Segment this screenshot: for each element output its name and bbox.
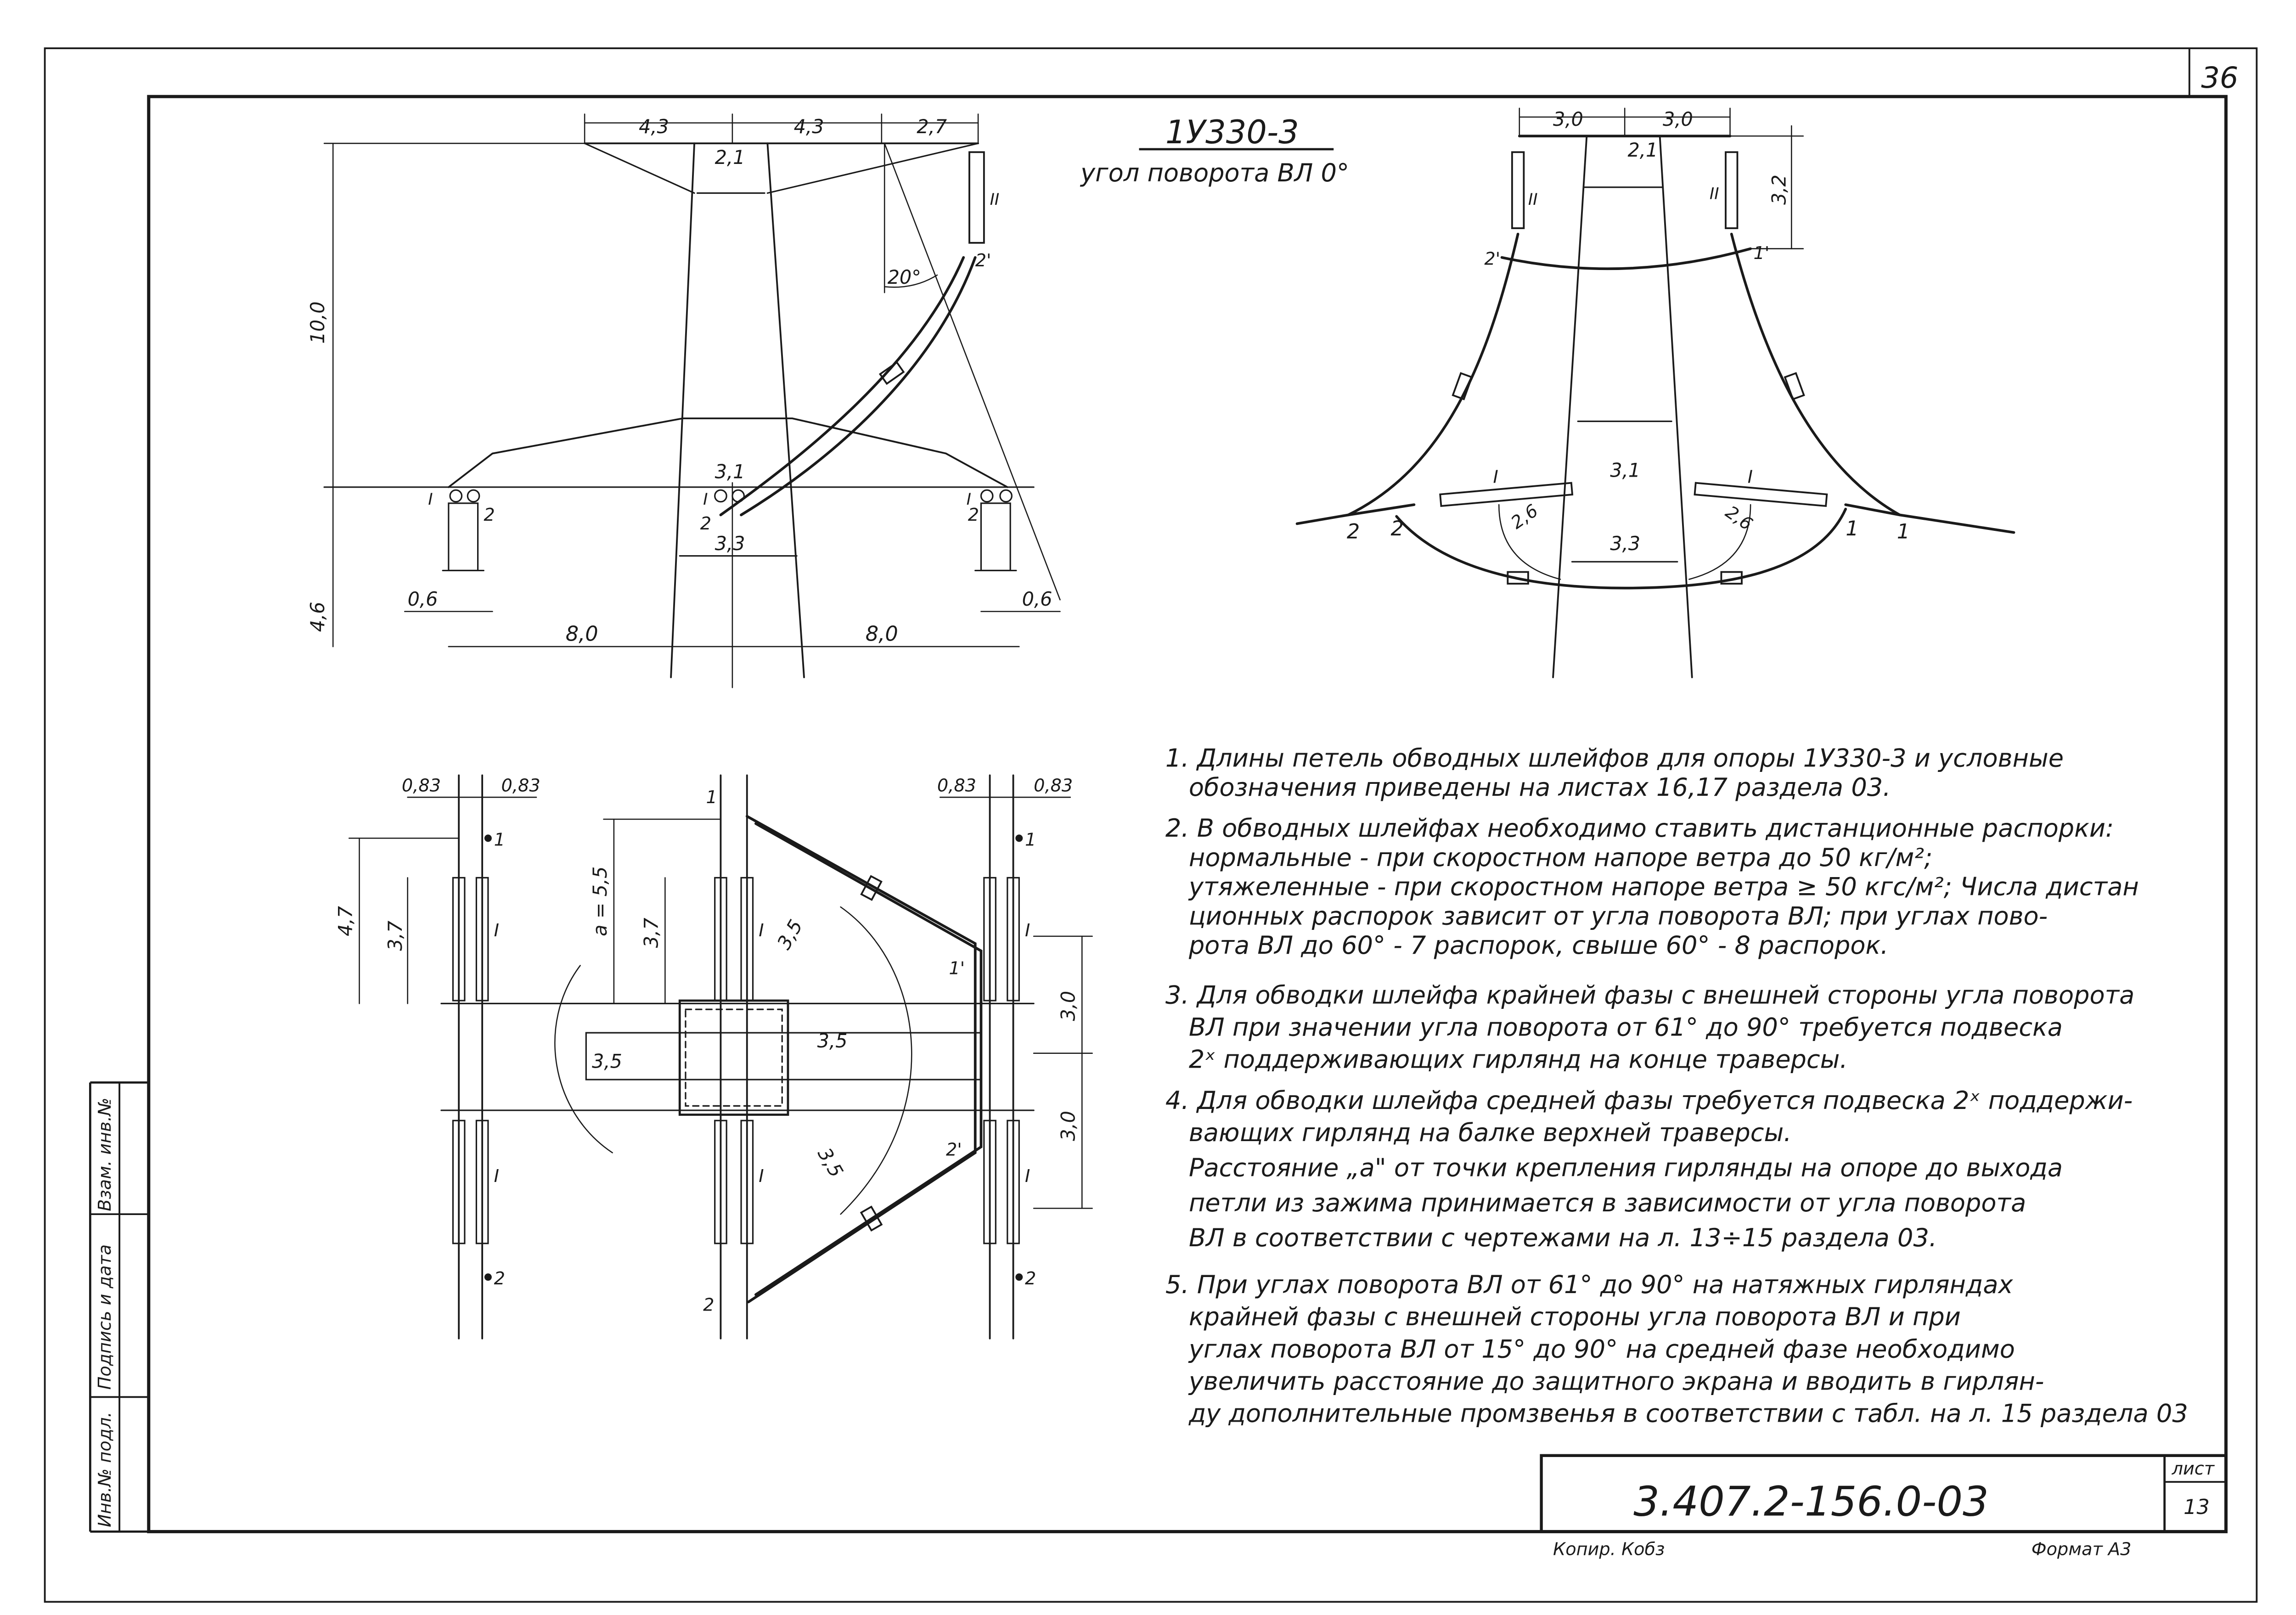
note-line: 1. Длины петель обводных шлейфов для опоры 1У330-3 и условные — [1165, 743, 2064, 773]
sheet-number: 36 — [2201, 61, 2239, 96]
dim-r-w2: 3,0 — [1662, 108, 1693, 130]
dim-r-bottom-width: 3,3 — [1610, 532, 1641, 555]
label-2-mid: 2 — [700, 514, 712, 535]
note-line: рота ВЛ до 60° - 7 распорок, свыше 60° - 8 распорок. — [1188, 931, 1889, 960]
dim-p-r1: 3,5 — [773, 916, 807, 953]
label-r-1-outer: 1 — [1896, 519, 1910, 544]
label-I-left: I — [428, 490, 433, 509]
side-stamp-vzam: Взам. инв.№ — [95, 1097, 115, 1211]
label-p-l1: 1 — [494, 830, 505, 850]
label-p-m2: 2 — [703, 1295, 715, 1316]
label-r-1-inner: 1 — [1846, 516, 1859, 540]
dim-w2: 4,3 — [793, 115, 824, 138]
note-line: крайней фазы с внешней стороны угла поворота ВЛ и при — [1188, 1302, 1961, 1332]
dim-p-gap1-right: 0,83 — [501, 776, 540, 796]
sheet-label: лист — [2172, 1459, 2215, 1480]
dim-angle: 20° — [887, 266, 921, 289]
dim-p-gap2-right: 0,83 — [1034, 776, 1073, 796]
note-line: утяжеленные - при скоростном напоре ветра ≥ 50 кгс/м²; Числа дистан — [1188, 872, 2139, 901]
label-p-r1prime: 1' — [949, 958, 965, 979]
label-p-l2: 2 — [494, 1269, 505, 1289]
note-line: вающих гирлянд на балке верхней траверсы. — [1188, 1118, 1792, 1147]
note-line: 4. Для обводки шлейфа средней фазы требуется подвеска 2ˣ поддержи- — [1165, 1086, 2133, 1115]
note-line: 3. Для обводки шлейфа крайней фазы с внешней стороны угла поворота — [1165, 980, 2135, 1010]
note-line: петли из зажима принимается в зависимости от угла поворота — [1188, 1188, 2026, 1217]
dim-r-top-width: 2,1 — [1627, 139, 1658, 161]
label-r-2-inner: 2 — [1390, 516, 1404, 540]
label-p-r2prime: 2' — [946, 1140, 962, 1160]
note-line: 2ˣ поддерживающих гирлянд на конце траверсы. — [1188, 1045, 1848, 1074]
dim-span-left: 8,0 — [565, 622, 598, 646]
label-r-1prime: 1' — [1753, 243, 1770, 264]
dim-r-radius-right: 2,6 — [1722, 502, 1756, 535]
label-2-right: 2 — [968, 505, 979, 526]
dim-p-h1: 4,7 — [334, 906, 357, 936]
label-I-right: I — [966, 490, 971, 509]
label-r-II-left: II — [1528, 190, 1538, 209]
dim-left-offset: 0,6 — [407, 588, 438, 610]
dim-p-a: a = 5,5 — [589, 866, 611, 936]
note-line: 2. В обводных шлейфах необходимо ставить дистанционные распорки: — [1165, 814, 2114, 843]
side-stamp-podpis: Подпись и дата — [95, 1244, 115, 1390]
dim-r-w1: 3,0 — [1553, 108, 1583, 130]
note-line: Расстояние „а" от точки крепления гирлянды на опоре до выхода — [1188, 1153, 2063, 1182]
note-line: ду дополнительные промзвенья в соответствии с табл. на л. 15 раздела 03 — [1188, 1399, 2188, 1428]
dim-mid-width: 3,1 — [715, 461, 745, 483]
dim-height-lower: 4,6 — [307, 602, 329, 632]
label-p-rI-bottom: I — [1025, 1166, 1030, 1187]
note-line: 5. При углах поворота ВЛ от 61° до 90° на натяжных гирляндах — [1165, 1270, 2013, 1300]
dim-w3: 2,7 — [917, 115, 947, 138]
label-p-lI-bottom: I — [494, 1166, 499, 1187]
label-r-I-left: I — [1493, 467, 1498, 488]
dim-p-v1: 3,0 — [1057, 990, 1080, 1021]
note-line: увеличить расстояние до защитного экрана и вводить в гирлян- — [1188, 1367, 2044, 1396]
label-I-mid: I — [703, 490, 708, 509]
dim-r-radius-left: 2,6 — [1507, 501, 1542, 534]
dim-right-offset: 0,6 — [1022, 588, 1052, 610]
note-line: ВЛ в соответствии с чертежами на л. 13÷15 раздела 03. — [1188, 1223, 1937, 1253]
footer-copied: Копир. Кобз — [1553, 1539, 1665, 1560]
note-line: нормальные - при скоростном напоре ветра до 50 кг/м²; — [1188, 843, 1933, 872]
dim-bottom-width: 3,3 — [715, 532, 745, 555]
label-p-rI-top: I — [1025, 920, 1030, 941]
label-r-2-outer: 2 — [1346, 519, 1360, 544]
note-line: углах поворота ВЛ от 15° до 90° на средней фазе необходимо — [1188, 1334, 2015, 1364]
label-p-mI-top: I — [759, 920, 764, 941]
dim-w1: 4,3 — [639, 115, 669, 138]
dim-height-upper: 10,0 — [307, 301, 329, 344]
dim-r-drop: 3,2 — [1768, 174, 1790, 205]
dim-p-r3: 3,5 — [592, 1050, 622, 1073]
label-r-II-right: II — [1709, 184, 1719, 203]
dim-p-gap1-left: 0,83 — [401, 776, 441, 796]
note-line: обозначения приведены на листах 16,17 раздела 03. — [1188, 773, 1891, 802]
sheet-value: 13 — [2183, 1495, 2210, 1519]
dim-p-gap2-left: 0,83 — [937, 776, 976, 796]
note-line: ционных распорок зависит от угла поворота ВЛ; при углах пово- — [1188, 901, 2048, 931]
side-stamp-inv: Инв.№ подл. — [95, 1412, 115, 1527]
label-p-mI-bottom: I — [759, 1166, 764, 1187]
title-code: 1У330-3 — [1165, 113, 1299, 152]
dim-p-r2: 3,5 — [817, 1030, 848, 1052]
label-r-2prime: 2' — [1484, 249, 1501, 270]
note-line: ВЛ при значении угла поворота от 61° до 90° требуется подвеска — [1188, 1013, 2063, 1042]
dim-top-width: 2,1 — [715, 146, 745, 169]
label-p-r1: 1 — [1025, 830, 1036, 850]
label-r-I-right: I — [1747, 467, 1753, 488]
label-p-m1: 1 — [706, 787, 717, 808]
label-2-left: 2 — [484, 505, 495, 526]
footer-format: Формат А3 — [2031, 1539, 2132, 1560]
dim-p-h2: 3,7 — [384, 920, 406, 951]
dim-p-v2: 3,0 — [1057, 1110, 1080, 1141]
dim-p-r4: 3,5 — [813, 1144, 848, 1182]
dim-p-h3: 3,7 — [640, 917, 663, 948]
title-subtitle: угол поворота ВЛ 0° — [1080, 158, 1350, 188]
label-p-lI-top: I — [494, 920, 499, 941]
dim-span-right: 8,0 — [865, 622, 898, 646]
label-II: II — [990, 190, 1000, 209]
label-2prime: 2' — [975, 250, 991, 271]
dim-r-mid-width: 3,1 — [1610, 459, 1641, 482]
document-code: 3.407.2-156.0-03 — [1633, 1478, 1989, 1526]
label-p-r2: 2 — [1025, 1269, 1036, 1289]
